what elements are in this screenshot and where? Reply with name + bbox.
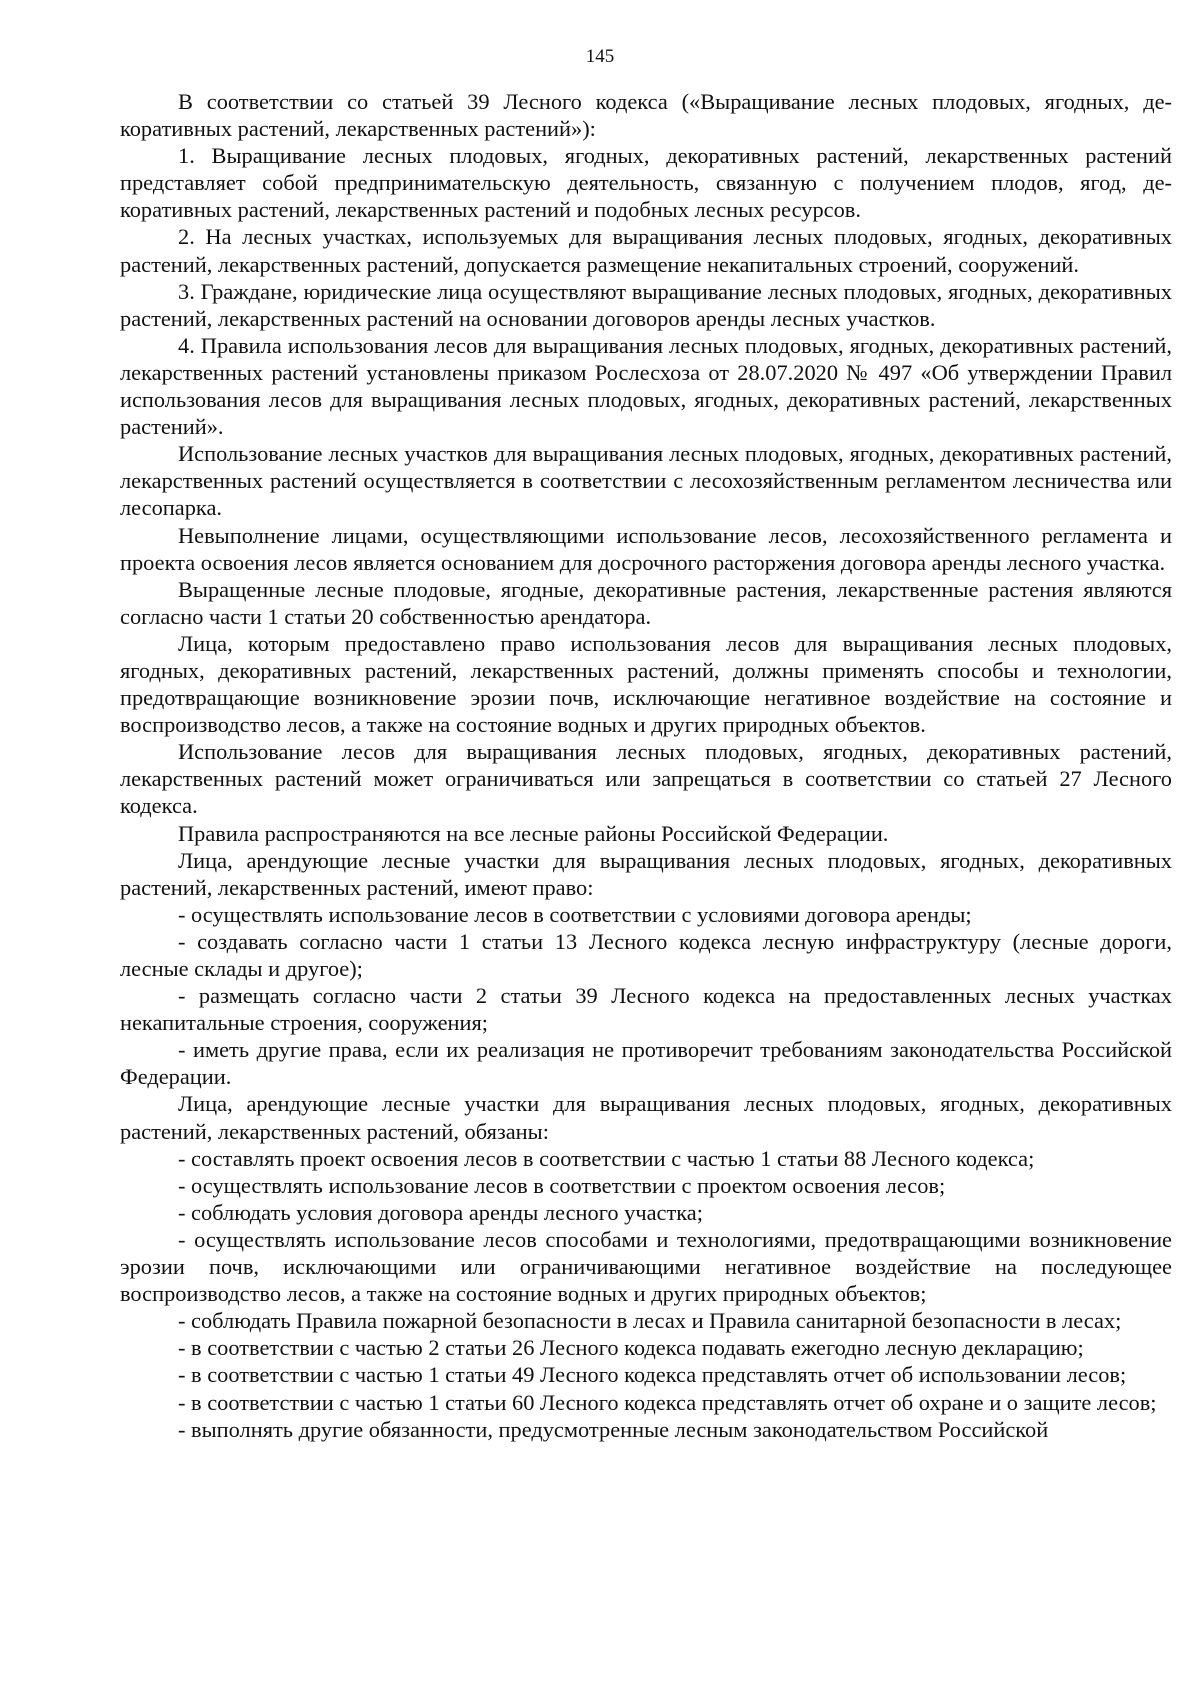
paragraph: Правила распространяются на все лесные районы Российской Федерации. (178, 820, 889, 846)
list-item: - составлять проект освоения лесов в соответствии с частью 1 статьи 88 Лесного кодекса; (178, 1145, 1035, 1171)
paragraph: 3. Граждане, юридические лица осуществляют выращивание лесных плодовых, ягодных, декоративных растений, лекарственных растений на основании договоров аренды лесных участков. (120, 278, 1172, 331)
paragraph: Лица, которым предоставлено право использования лесов для выращивания лесных плодовых, ягодных, декоративных растений, лекарственных растений, должны применять способы и технологии, предотвращающие возникновение эрозии почв, исключающие негативное воздействие на состояние и воспроизводство лесов, а также на состояние водных и других природных объектов. (120, 630, 1172, 738)
list-item: - осуществлять использование лесов в соответствии с проектом освоения лесов; (178, 1172, 946, 1198)
list-item: - в соответствии с частью 2 статьи 26 Лесного кодекса подавать ежегодно лесную декларацию; (178, 1335, 1084, 1361)
page-number: 145 (585, 46, 615, 67)
list-item: - осуществлять использование лесов в соответствии с условиями договора аренды; (178, 901, 972, 927)
paragraph: 2. На лесных участках, используемых для выращивания лесных плодовых, ягодных, декоративных растений, лекарственных растений, допускается размещение некапитальных строений, сооружений. (120, 224, 1172, 277)
paragraph: Использование лесов для выращивания лесных плодовых, ягодных, декоративных растений, лекарственных растений может ограничиваться или запрещаться в соответствии со статьей 27 Лесного кодекса. (120, 739, 1172, 819)
list-item: - выполнять другие обязанности, предусмотренные лесным законодательством Российской (178, 1416, 1049, 1442)
paragraph: Лица, арендующие лесные участки для выращивания лесных плодовых, ягодных, декоративных растений, лекарственных растений, обязаны: (120, 1091, 1172, 1144)
list-item: - иметь другие права, если их реализация не противоречит требованиям законодательства Российской Федерации. (120, 1037, 1172, 1090)
list-item: - соблюдать Правила пожарной безопасности в лесах и Правила санитарной безопасности в лесах; (178, 1308, 1122, 1334)
list-item: - создавать согласно части 1 статьи 13 Лесного кодекса лесную инфраструктуру (лесные дороги, лесные склады и другое); (120, 928, 1172, 981)
list-item: - осуществлять использование лесов способами и технологиями, предотвращающими возникновение эрозии почв, исключающими или ограничивающими негативное воздействие на последующее воспроизводство лесов, а также на состояние водных и других природных объектов; (120, 1226, 1172, 1307)
list-item: - в соответствии с частью 1 статьи 49 Лесного кодекса представлять отчет об использовании лесов; (178, 1362, 1127, 1388)
list-item: - соблюдать условия договора аренды лесного участка; (178, 1199, 703, 1225)
paragraph: 1. Выращивание лесных плодовых, ягодных, декоративных растений, лекарственных растений представляет собой предпринимательскую деятельность, связанную с получением плодов, ягод, декоративных растений, лекарственных растений и подобных лесных ресурсов. (120, 143, 1172, 223)
paragraph: 4. Правила использования лесов для выращивания лесных плодовых, ягодных, декоративных растений, лекарственных растений установлены приказом Рослесхоза от 28.07.2020 № 497 «Об утверждении Правил использования лесов для выращивания лесных плодовых, ягодных, декоративных растений, лекарственных растений». (120, 332, 1172, 440)
paragraph: Невыполнение лицами, осуществляющими использование лесов, лесохозяйственного регламента и проекта освоения лесов является основанием для досрочного расторжения договора аренды лесного участка. (120, 522, 1172, 575)
list-item: - в соответствии с частью 1 статьи 60 Лесного кодекса представлять отчет об охране и о защите лесов; (178, 1389, 1157, 1415)
paragraph: Выращенные лесные плодовые, ягодные, декоративные растения, лекарственные растения являются согласно части 1 статьи 20 собственностью арендатора. (120, 576, 1172, 629)
paragraph: Лица, арендующие лесные участки для выращивания лесных плодовых, ягодных, декоративных растений, лекарственных растений, имеют право: (120, 847, 1172, 900)
list-item: - размещать согласно части 2 статьи 39 Лесного кодекса на предоставленных лесных участках некапитальные строения, сооружения; (120, 983, 1172, 1036)
paragraph: В соответствии со статьей 39 Лесного кодекса («Выращивание лесных плодовых, ягодных, декоративных растений, лекарственных растений»): (120, 89, 1172, 142)
paragraph: Использование лесных участков для выращивания лесных плодовых, ягодных, декоративных растений, лекарственных растений осуществляется в соответствии с лесохозяйственным регламентом лесничества или лесопарка. (120, 441, 1172, 521)
body-text (120, 88, 1172, 1443)
